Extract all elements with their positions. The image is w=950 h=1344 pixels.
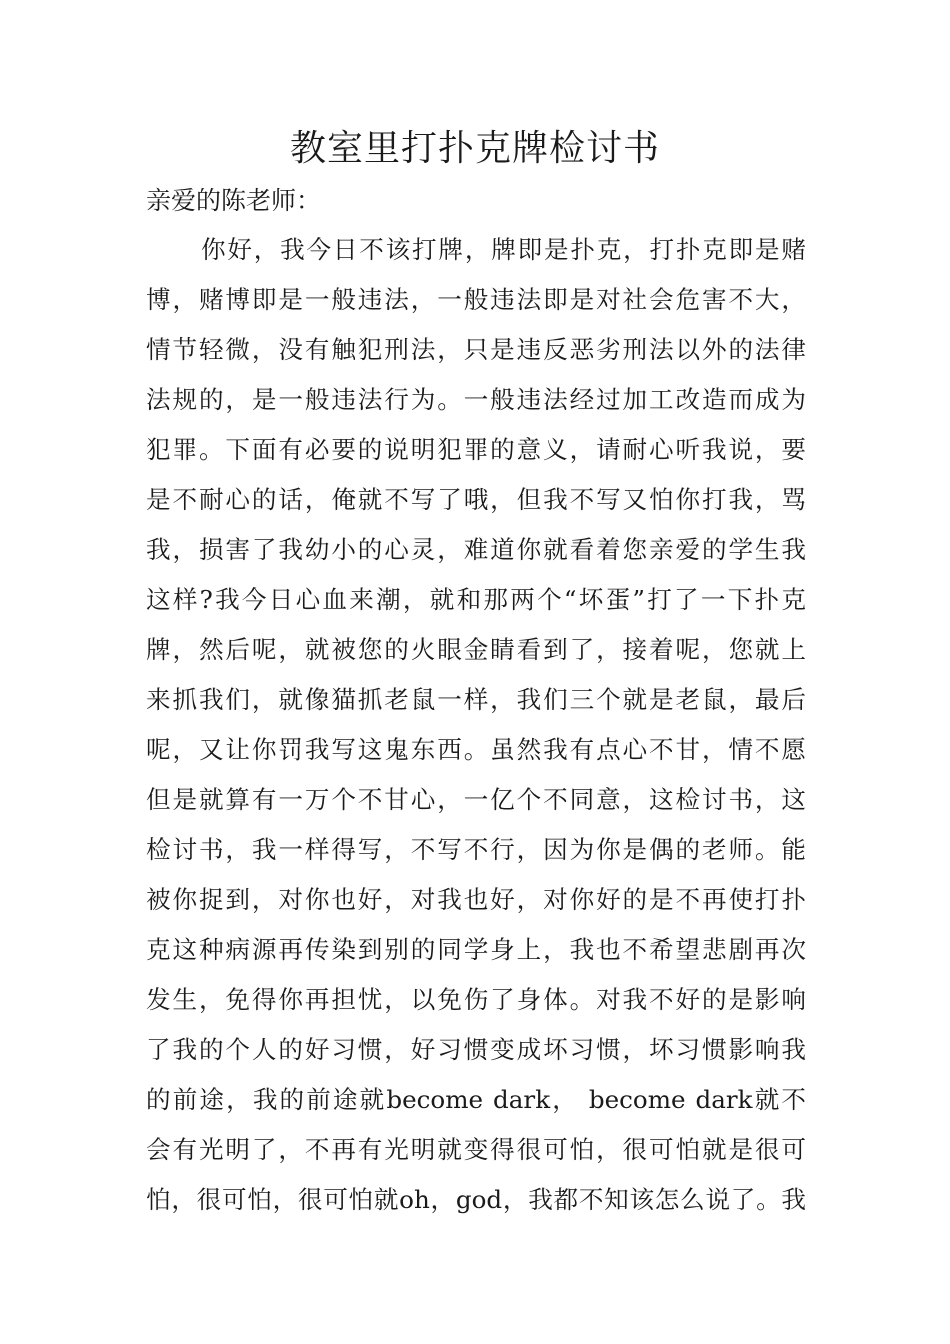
paragraph-line: 博，赌博即是一般违法，一般违法即是对社会危害不大， bbox=[146, 285, 806, 314]
paragraph-line: 情节轻微，没有触犯刑法，只是违反恶劣刑法以外的法律 bbox=[146, 335, 806, 364]
body-paragraph bbox=[146, 225, 806, 1225]
paragraph-line: 检讨书，我一样得写，不写不行，因为你是偶的老师。能 bbox=[146, 835, 806, 864]
paragraph-line: 的前途，我的前途就become dark， become dark就不 bbox=[146, 1085, 806, 1114]
paragraph-line: 克这种病源再传染到别的同学身上，我也不希望悲剧再次 bbox=[146, 935, 806, 964]
paragraph-line: 来抓我们，就像猫抓老鼠一样，我们三个就是老鼠，最后 bbox=[146, 685, 806, 714]
paragraph-line: 法规的，是一般违法行为。一般违法经过加工改造而成为 bbox=[146, 385, 806, 414]
paragraph-line: 怕，很可怕，很可怕就oh，god，我都不知该怎么说了。我 bbox=[146, 1185, 806, 1214]
paragraph-line: 了我的个人的好习惯，好习惯变成坏习惯，坏习惯影响我 bbox=[146, 1035, 806, 1064]
paragraph-line: 这样?我今日心血来潮，就和那两个“坏蛋”打了一下扑克 bbox=[146, 585, 806, 614]
salutation: 亲爱的陈老师： bbox=[146, 186, 322, 215]
document-title: 教室里打扑克牌检讨书 bbox=[289, 128, 660, 169]
paragraph-line: 你好，我今日不该打牌，牌即是扑克，打扑克即是赌 bbox=[201, 235, 806, 264]
paragraph-line: 是不耐心的话，俺就不写了哦，但我不写又怕你打我，骂 bbox=[146, 485, 806, 514]
paragraph-line: 会有光明了，不再有光明就变得很可怕，很可怕就是很可 bbox=[146, 1135, 806, 1164]
paragraph-line: 我，损害了我幼小的心灵，难道你就看着您亲爱的学生我 bbox=[146, 535, 806, 564]
paragraph-line: 呢，又让你罚我写这鬼东西。虽然我有点心不甘，情不愿 bbox=[146, 735, 806, 764]
paragraph-line: 被你捉到，对你也好，对我也好，对你好的是不再使打扑 bbox=[146, 885, 806, 914]
paragraph-line: 但是就算有一万个不甘心，一亿个不同意，这检讨书，这 bbox=[146, 785, 806, 814]
paragraph-line: 犯罪。下面有必要的说明犯罪的意义，请耐心听我说，要 bbox=[146, 435, 806, 464]
paragraph-line: 发生，免得你再担忧，以免伤了身体。对我不好的是影响 bbox=[146, 985, 806, 1014]
paragraph-line: 牌，然后呢，就被您的火眼金睛看到了，接着呢，您就上 bbox=[146, 635, 806, 664]
